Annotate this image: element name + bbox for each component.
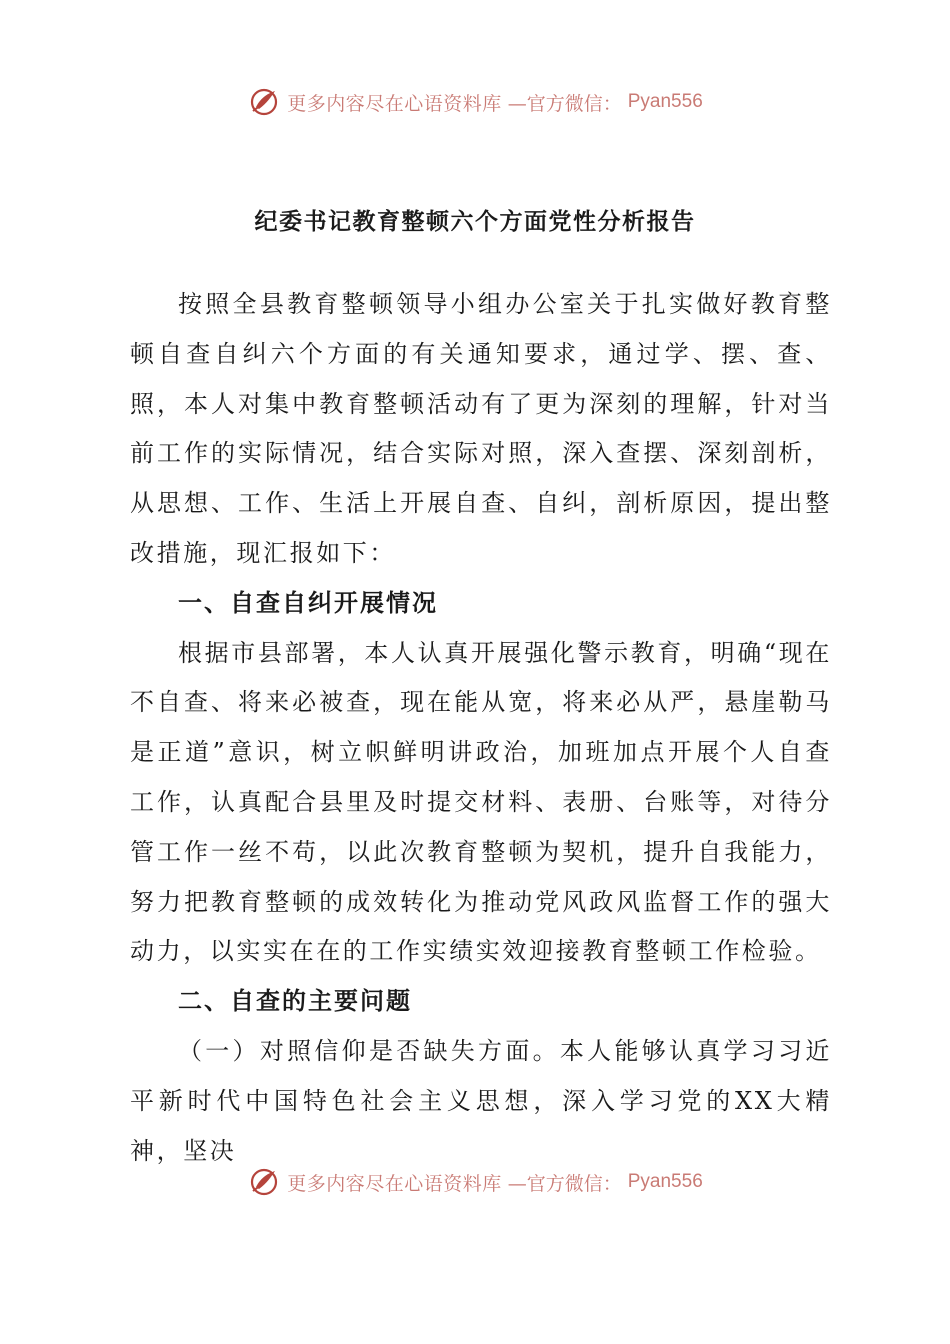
- watermark-text: 更多内容尽在心语资料库: [287, 1172, 502, 1195]
- watermark-separator: —官方微信：: [507, 92, 622, 115]
- watermark-text: 更多内容尽在心语资料库: [287, 92, 502, 115]
- intro-paragraph: 按照全县教育整顿领导小组办公室关于扎实做好教育整顿自查自纠六个方面的有关通知要求，通过学、摆、查、照，本人对集中教育整顿活动有了更为深刻的理解，针对当前工作的实际情况，结合实际对照，深入查摆、深刻剖析，从思想、工作、生活上开展自查、自纠，剖析原因，提出整改措施，现汇报如下：: [130, 290, 832, 567]
- watermark-wechat-id: Pyan556: [627, 1171, 703, 1192]
- document-body: [130, 280, 832, 1176]
- watermark-separator: —官方微信：: [507, 1172, 622, 1195]
- section-1-paragraph: 根据市县部署，本人认真开展强化警示教育，明确“现在不自查、将来必被查，现在能从宽，将来必从严，悬崖勒马是正道”意识，树立帜鲜明讲政治，加班加点开展个人自查工作，认真配合县里及时提交材料、表册、台账等，对待分管工作一丝不苟，以此次教育整顿为契机，提升自我能力，努力把教育整顿的成效转化为推动党风政风监督工作的强大动力，以实实在在的工作实绩实效迎接教育整顿工作检验。: [130, 638, 832, 966]
- feather-swirl-logo-icon: [247, 85, 281, 119]
- section-heading-1: 一、自查自纠开展情况: [178, 588, 438, 617]
- watermark-wechat-id: Pyan556: [627, 91, 703, 112]
- feather-swirl-logo-icon: [247, 1165, 281, 1199]
- section-heading-2: 二、自查的主要问题: [178, 987, 412, 1016]
- watermark-footer: [0, 1162, 950, 1202]
- section-2-item-1-paragraph: （一）对照信仰是否缺失方面。本人能够认真学习习近平新时代中国特色社会主义思想，深入学习党的XX大精神，坚决: [130, 1036, 832, 1165]
- document-title: 纪委书记教育整顿六个方面党性分析报告: [254, 208, 696, 235]
- watermark-header: [0, 82, 950, 122]
